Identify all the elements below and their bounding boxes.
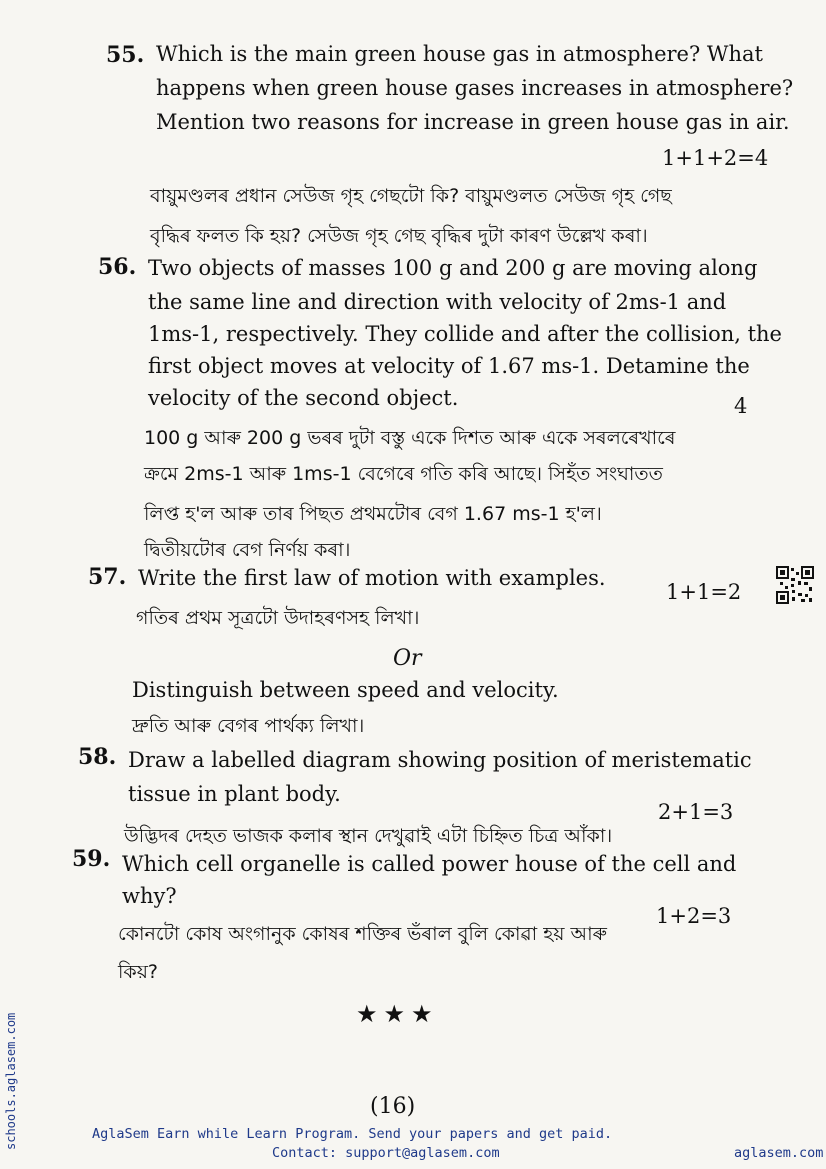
marks: 1+2=3: [656, 904, 732, 928]
marks: 2+1=3: [658, 800, 734, 824]
question-text-assamese: দ্বিতীয়টোৰ বেগ নিৰ্ণয় কৰা।: [144, 539, 351, 561]
side-watermark: schools.aglasem.com: [4, 1012, 18, 1150]
question-number: 57.: [88, 564, 127, 590]
question-number: 56.: [98, 254, 137, 280]
question-text-assamese: বায়ুমণ্ডলৰ প্ৰধান সেউজ গৃহ গেছটো কি? বায়ুমণ্ডলত সেউজ গৃহ গেছ: [150, 185, 672, 207]
question-text: Distinguish between speed and velocity.: [132, 678, 559, 702]
question-text-assamese: লিপ্ত হ'ল আৰু তাৰ পিছত প্ৰথমটোৰ বেগ 1.67 ms-1 হ'ল।: [144, 503, 602, 525]
question-text-assamese: 100 g আৰু 200 g ভৰৰ দুটা বস্তু একে দিশত আৰু একে সৰলৰেখাৰে: [144, 427, 676, 449]
question-text: why?: [122, 884, 177, 908]
end-stars: ★★★: [356, 1000, 439, 1028]
question-text-assamese: উদ্ভিদৰ দেহত ভাজক কলাৰ স্থান দেখুৱাই এটা চিহ্নিত চিত্ৰ আঁকা।: [124, 825, 613, 847]
question-number: 58.: [78, 744, 117, 770]
question-number: 59.: [72, 846, 111, 872]
marks: 1+1=2: [666, 580, 742, 604]
question-text: Write the first law of motion with examples.: [138, 566, 606, 590]
question-number: 55.: [106, 42, 145, 68]
qr-code-icon: [776, 566, 814, 604]
question-text: Mention two reasons for increase in green house gas in air.: [156, 110, 790, 134]
question-text-assamese: গতিৰ প্ৰথম সূত্ৰটো উদাহৰণসহ লিখা।: [136, 607, 420, 629]
question-text: Two objects of masses 100 g and 200 g are moving along: [148, 256, 758, 280]
question-text-assamese: কিয়?: [118, 961, 159, 983]
question-text: Which is the main green house gas in atmosphere? What: [156, 42, 763, 66]
marks: 1+1+2=4: [662, 146, 769, 170]
question-text-assamese: কোনটো কোষ অংগানুক কোষৰ শক্তিৰ ভঁৰাল বুলি কোৱা হয় আৰু: [118, 923, 607, 945]
question-text: tissue in plant body.: [128, 782, 341, 806]
question-text: happens when green house gases increases in atmosphere?: [156, 76, 794, 100]
question-text: 1ms-1, respectively. They collide and after the collision, the: [148, 322, 782, 346]
question-text: Which cell organelle is called power house of the cell and: [122, 852, 737, 876]
footer-site: aglasem.com: [734, 1145, 824, 1161]
question-text: velocity of the second object.: [148, 386, 459, 410]
question-text-assamese: বৃদ্ধিৰ ফলত কি হয়? সেউজ গৃহ গেছ বৃদ্ধিৰ দুটা কাৰণ উল্লেখ কৰা।: [150, 225, 648, 247]
question-text-assamese: দ্ৰুতি আৰু বেগৰ পাৰ্থক্য লিখা।: [132, 715, 365, 737]
question-text: Draw a labelled diagram showing position of meristematic: [128, 748, 752, 772]
marks: 4: [734, 394, 748, 418]
footer-contact: Contact: support@aglasem.com: [272, 1145, 500, 1161]
or-separator: Or: [393, 646, 422, 671]
page-number: (16): [370, 1094, 416, 1119]
footer-promo: AglaSem Earn while Learn Program. Send your papers and get paid.: [92, 1126, 613, 1142]
question-text: the same line and direction with velocity of 2ms-1 and: [148, 290, 727, 314]
question-text: first object moves at velocity of 1.67 ms-1. Detamine the: [148, 354, 750, 378]
question-text-assamese: ক্ৰমে 2ms-1 আৰু 1ms-1 বেগেৰে গতি কৰি আছে। সিহঁত সংঘাতত: [144, 463, 663, 485]
